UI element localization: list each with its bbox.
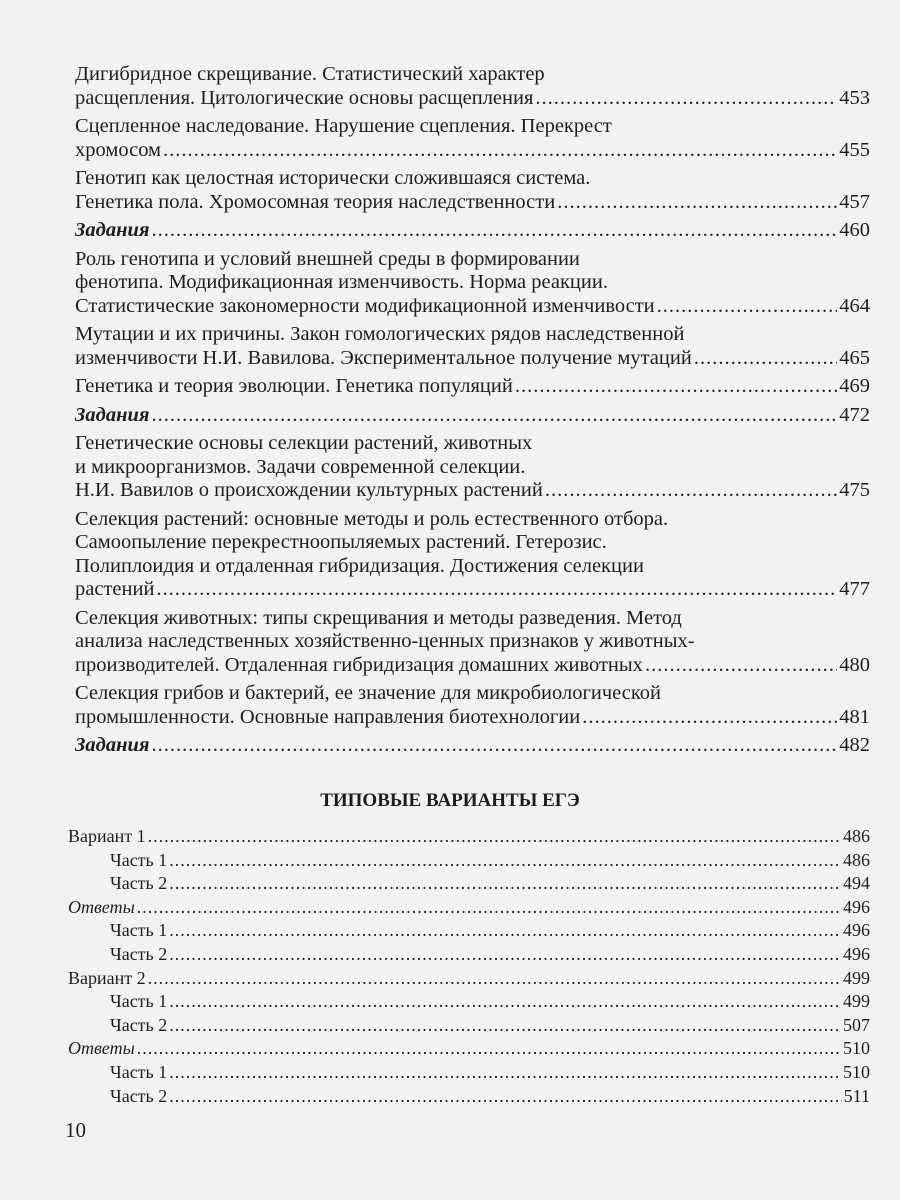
toc-entry-line xyxy=(75,654,870,678)
dot-leader xyxy=(545,479,837,503)
variant-title: Часть 2 xyxy=(110,943,168,964)
variant-title: Вариант 2 xyxy=(68,967,146,988)
toc-entry-title: Задания xyxy=(75,403,150,426)
toc-entry-line: Сцепленное наследование. Нарушение сцепления. Перекрест xyxy=(75,115,612,137)
variant-entry xyxy=(68,896,870,920)
dot-leader xyxy=(515,375,837,399)
variant-title: Ответы xyxy=(68,896,135,917)
section-title: ТИПОВЫЕ ВАРИАНТЫ ЕГЭ xyxy=(320,790,580,811)
dot-leader xyxy=(169,943,841,967)
toc-entry-title: Генетика и теория эволюции. Генетика популяций xyxy=(75,375,513,397)
toc-entry xyxy=(75,607,870,678)
toc-page-number: 460 xyxy=(839,219,870,241)
toc-entry-line: Генетические основы селекции растений, животных xyxy=(75,432,533,454)
variant-page-number: 486 xyxy=(843,849,870,870)
toc-entry xyxy=(75,323,870,370)
dot-leader xyxy=(169,872,841,896)
variant-entry xyxy=(68,990,870,1014)
toc-entry-title: Генетика пола. Хромосомная теория наследственности xyxy=(75,190,556,213)
dot-leader xyxy=(151,734,837,758)
variant-entry xyxy=(68,967,870,991)
toc-entry xyxy=(75,375,870,399)
toc-entry xyxy=(75,219,870,243)
toc-entry-line xyxy=(75,347,870,371)
toc-entry-line: Дигибридное скрещивание. Статистический характер xyxy=(75,63,545,85)
variants-list xyxy=(68,825,870,1108)
toc-entry xyxy=(75,167,870,214)
dot-leader xyxy=(169,1085,841,1109)
variant-page-number: 496 xyxy=(843,920,870,941)
dot-leader xyxy=(137,896,841,920)
variant-entry xyxy=(68,1085,870,1109)
variant-page-number: 499 xyxy=(843,991,870,1012)
variant-entry xyxy=(68,825,870,849)
toc-entry xyxy=(75,682,870,729)
toc-entry-title: Задания xyxy=(75,734,150,756)
toc-entry xyxy=(75,508,870,602)
toc-page-number: 472 xyxy=(839,403,870,426)
variant-page-number: 511 xyxy=(843,1085,870,1106)
dot-leader xyxy=(169,849,841,873)
toc-page-number: 457 xyxy=(839,190,870,213)
toc-entry-line xyxy=(75,578,870,602)
variant-title: Часть 1 xyxy=(110,920,168,941)
dot-leader xyxy=(151,404,837,428)
dot-leader xyxy=(694,347,837,371)
toc-page-number: 482 xyxy=(839,734,870,756)
toc-entry-line: Полиплоидия и отдаленная гибридизация. Достижения селекции xyxy=(75,554,644,577)
toc-entry-line: Роль генотипа и условий внешней среды в формировании xyxy=(75,247,580,270)
toc-entry-line: и микроорганизмов. Задачи современной селекции. xyxy=(75,455,526,478)
toc-entry-line: Самоопыление перекрестноопыляемых растений. Гетерозис. xyxy=(75,531,607,553)
variant-title: Ответы xyxy=(68,1038,135,1059)
dot-leader xyxy=(137,1037,841,1061)
dot-leader xyxy=(557,191,837,215)
toc-entry-line xyxy=(75,191,870,215)
dot-leader xyxy=(169,1061,841,1085)
variant-title: Часть 2 xyxy=(110,873,168,894)
toc-entry-line: Мутации и их причины. Закон гомологических рядов наследственной xyxy=(75,323,685,345)
toc-page-number: 469 xyxy=(839,375,870,397)
variant-page-number: 496 xyxy=(843,896,870,917)
dot-leader xyxy=(148,825,841,849)
toc-entry-line xyxy=(75,139,870,163)
dot-leader xyxy=(151,219,837,243)
variant-title: Часть 1 xyxy=(110,1061,168,1082)
variant-page-number: 507 xyxy=(843,1014,870,1035)
page-number: 10 xyxy=(65,1118,86,1142)
variant-page-number: 510 xyxy=(843,1038,870,1059)
toc-entry-line: Генотип как целостная исторически сложившаяся система. xyxy=(75,167,591,189)
dot-leader xyxy=(657,295,838,319)
toc-entry-line: фенотипа. Модификационная изменчивость. Норма реакции. xyxy=(75,271,608,293)
variant-title: Вариант 1 xyxy=(68,826,146,846)
toc-entry-line xyxy=(75,479,870,503)
variant-entry xyxy=(68,849,870,873)
table-of-contents xyxy=(75,63,870,763)
variant-title: Часть 1 xyxy=(110,991,168,1012)
variant-entry xyxy=(68,1037,870,1061)
toc-entry-line xyxy=(75,706,870,730)
toc-entry xyxy=(75,734,870,758)
variant-page-number: 494 xyxy=(843,873,870,894)
dot-leader xyxy=(169,919,841,943)
variant-page-number: 486 xyxy=(843,826,870,846)
toc-entry xyxy=(75,63,870,110)
toc-page-number: 477 xyxy=(839,578,870,600)
variant-title: Часть 2 xyxy=(110,1085,168,1106)
toc-entry xyxy=(75,404,870,428)
toc-entry-line xyxy=(75,87,870,111)
variant-entry xyxy=(68,1061,870,1085)
variant-entry xyxy=(68,1014,870,1038)
toc-entry-title: изменчивости Н.И. Вавилова. Экспериментальное получение мутаций xyxy=(75,346,692,369)
toc-entry-line xyxy=(75,219,870,243)
toc-entry-line xyxy=(75,295,870,319)
dot-leader xyxy=(169,1014,841,1038)
toc-entry-line: Селекция грибов и бактерий, ее значение для микробиологической xyxy=(75,682,661,704)
toc-entry-line: Селекция растений: основные методы и роль естественного отбора. xyxy=(75,507,669,530)
variant-page-number: 496 xyxy=(843,943,870,964)
toc-page-number: 475 xyxy=(839,479,870,501)
dot-leader xyxy=(582,706,837,730)
toc-page-number: 465 xyxy=(839,346,870,369)
variant-title: Часть 2 xyxy=(110,1014,168,1035)
toc-entry-line: Селекция животных: типы скрещивания и методы разведения. Метод xyxy=(75,606,682,629)
toc-entry-title: расщепления. Цитологические основы расщепления xyxy=(75,86,534,109)
dot-leader xyxy=(163,139,837,163)
toc-entry-title: Н.И. Вавилов о происхождении культурных растений xyxy=(75,479,543,501)
toc-entry-line xyxy=(75,375,870,399)
toc-page-number: 481 xyxy=(839,705,870,728)
toc-entry xyxy=(75,115,870,162)
variant-entry xyxy=(68,872,870,896)
variant-page-number: 510 xyxy=(843,1061,870,1082)
dot-leader xyxy=(169,990,841,1014)
toc-page-number: 464 xyxy=(839,294,870,317)
variant-title: Часть 1 xyxy=(110,849,168,870)
toc-entry-line xyxy=(75,734,870,758)
variant-page-number: 499 xyxy=(843,967,870,988)
dot-leader xyxy=(645,654,837,678)
dot-leader xyxy=(156,578,837,602)
variant-entry xyxy=(68,943,870,967)
dot-leader xyxy=(148,967,841,991)
dot-leader xyxy=(535,87,837,111)
toc-page-number: 480 xyxy=(839,653,870,676)
toc-entry-title: Задания xyxy=(75,219,150,241)
toc-entry xyxy=(75,432,870,503)
toc-page-number: 455 xyxy=(839,138,870,161)
toc-entry-line: анализа наследственных хозяйственно-ценных признаков у животных- xyxy=(75,630,695,652)
toc-page-number: 453 xyxy=(839,86,870,109)
variant-entry xyxy=(68,919,870,943)
toc-entry-title: промышленности. Основные направления биотехнологии xyxy=(75,705,581,728)
toc-entry-title: Статистические закономерности модификационной изменчивости xyxy=(75,294,655,317)
toc-entry-title: производителей. Отдаленная гибридизация домашних животных xyxy=(75,653,643,676)
toc-entry-title: растений xyxy=(75,578,155,600)
toc-entry xyxy=(75,248,870,319)
toc-entry-title: хромосом xyxy=(75,138,162,161)
toc-entry-line xyxy=(75,404,870,428)
